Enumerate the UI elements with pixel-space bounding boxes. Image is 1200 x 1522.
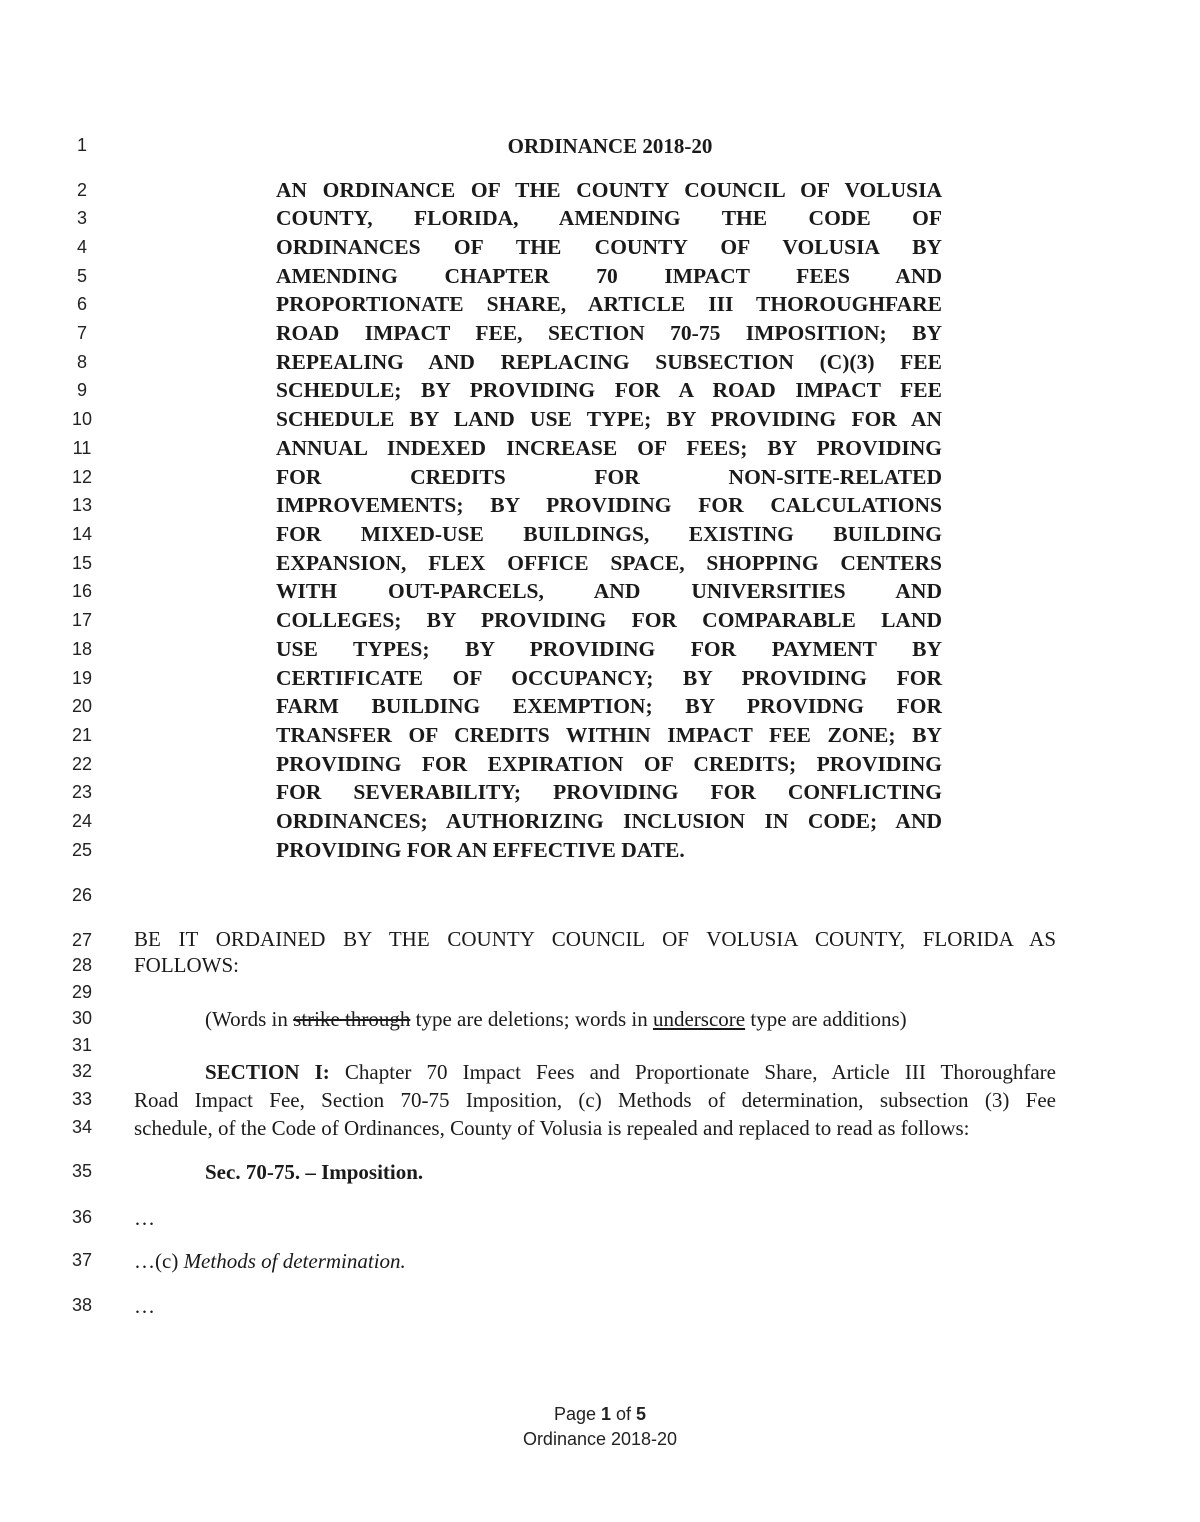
- page-prefix: Page: [553, 1404, 601, 1424]
- line-number: 15: [71, 553, 93, 573]
- line-number: 33: [71, 1089, 93, 1109]
- line-number: 21: [71, 725, 93, 745]
- line-number: 34: [71, 1117, 93, 1137]
- line-number: 25: [71, 840, 93, 860]
- footer-ordinance: Ordinance 2018-20: [522, 1429, 678, 1449]
- caption-line: PROVIDING FOR EXPIRATION OF CREDITS; PROVIDING: [276, 752, 942, 776]
- legend-prefix: (Words in: [205, 1007, 294, 1031]
- caption-line: ORDINANCES; AUTHORIZING INCLUSION IN CODE; AND: [276, 809, 942, 833]
- section-1-line-2: Road Impact Fee, Section 70-75 Imposition, (c) Methods of determination, subsection (3) Fee: [134, 1088, 1056, 1112]
- line-number: 9: [76, 380, 87, 400]
- caption-line: IMPROVEMENTS; BY PROVIDING FOR CALCULATIONS: [276, 493, 942, 517]
- line-number: 22: [71, 754, 93, 774]
- line-number: 26: [71, 885, 93, 905]
- subsection-c-line: [134, 1248, 406, 1274]
- caption-line: FOR SEVERABILITY; PROVIDING FOR CONFLICTING: [276, 780, 942, 804]
- caption-line: AMENDING CHAPTER 70 IMPACT FEES AND: [276, 264, 942, 288]
- caption-line: CERTIFICATE OF OCCUPANCY; BY PROVIDING FOR: [276, 666, 942, 690]
- enacting-clause-line: FOLLOWS:: [134, 953, 239, 977]
- line-number: 4: [76, 237, 87, 257]
- subsection-c-prefix: …(c): [134, 1249, 184, 1273]
- caption-line: SCHEDULE; BY PROVIDING FOR A ROAD IMPACT FEE: [276, 378, 942, 402]
- caption-line: TRANSFER OF CREDITS WITHIN IMPACT FEE ZONE; BY: [276, 723, 942, 747]
- line-number: 19: [71, 668, 93, 688]
- caption-line: COLLEGES; BY PROVIDING FOR COMPARABLE LAND: [276, 608, 942, 632]
- caption-line: EXPANSION, FLEX OFFICE SPACE, SHOPPING CENTERS: [276, 551, 942, 575]
- page-total: 5: [636, 1404, 647, 1424]
- line-number: 24: [71, 811, 93, 831]
- line-number: 3: [76, 208, 87, 228]
- line-number: 10: [71, 409, 93, 429]
- line-number: 35: [71, 1161, 93, 1181]
- section-1-line-1: [205, 1059, 1056, 1085]
- caption-line: FOR MIXED-USE BUILDINGS, EXISTING BUILDING: [276, 522, 942, 546]
- caption-line: AN ORDINANCE OF THE COUNTY COUNCIL OF VOLUSIA: [276, 178, 942, 202]
- section-1-heading: SECTION I:: [205, 1060, 330, 1084]
- line-number: 8: [76, 352, 87, 372]
- enacting-clause-line: BE IT ORDAINED BY THE COUNTY COUNCIL OF VOLUSIA COUNTY, FLORIDA AS: [134, 927, 1056, 951]
- caption-line: ORDINANCES OF THE COUNTY OF VOLUSIA BY: [276, 235, 942, 259]
- page-number: 1: [601, 1404, 612, 1424]
- caption-line: WITH OUT-PARCELS, AND UNIVERSITIES AND: [276, 579, 942, 603]
- line-number: 23: [71, 782, 93, 802]
- line-number: 11: [72, 438, 92, 458]
- caption-line: FOR CREDITS FOR NON-SITE-RELATED: [276, 465, 942, 489]
- line-number: 17: [71, 610, 93, 630]
- line-number: 28: [71, 955, 93, 975]
- legend-suffix: type are additions): [745, 1007, 907, 1031]
- line-number: 12: [71, 467, 93, 487]
- line-number: 27: [71, 930, 93, 950]
- line-number: 36: [71, 1207, 93, 1227]
- line-number: 1: [76, 135, 87, 155]
- section-1-line-3: schedule, of the Code of Ordinances, County of Volusia is repealed and replaced to read as follows:: [134, 1116, 970, 1140]
- caption-line: COUNTY, FLORIDA, AMENDING THE CODE OF: [276, 206, 942, 230]
- line-number: 38: [71, 1295, 93, 1315]
- line-number: 16: [71, 581, 93, 601]
- line-number: 5: [76, 266, 87, 286]
- amendment-legend: [205, 1006, 907, 1032]
- caption-line: ROAD IMPACT FEE, SECTION 70-75 IMPOSITION; BY: [276, 321, 942, 345]
- ellipsis: …: [134, 1206, 155, 1230]
- page-counter: [400, 1402, 800, 1426]
- subsection-c-title: Methods of determination.: [183, 1249, 406, 1273]
- line-number: 2: [76, 180, 87, 200]
- line-number: 6: [76, 294, 87, 314]
- legend-middle: type are deletions; words in: [410, 1007, 653, 1031]
- caption-line: PROPORTIONATE SHARE, ARTICLE III THOROUGHFARE: [276, 292, 942, 316]
- line-number: 31: [71, 1035, 93, 1055]
- section-heading: Sec. 70-75. – Imposition.: [205, 1160, 424, 1184]
- legend-underline-word: underscore: [652, 1007, 746, 1031]
- line-number: 13: [71, 495, 93, 515]
- line-number: 37: [71, 1250, 93, 1270]
- caption-line: FARM BUILDING EXEMPTION; BY PROVIDNG FOR: [276, 694, 942, 718]
- section-1-text: Chapter 70 Impact Fees and Proportionate Share, Article III Thoroughfare: [329, 1060, 1056, 1084]
- line-number: 14: [71, 524, 93, 544]
- line-number: 18: [71, 639, 93, 659]
- caption-line: REPEALING AND REPLACING SUBSECTION (C)(3) FEE: [276, 350, 942, 374]
- legend-strike-word: strike through: [293, 1007, 411, 1031]
- caption-line: SCHEDULE BY LAND USE TYPE; BY PROVIDING FOR AN: [276, 407, 942, 431]
- caption-line: PROVIDING FOR AN EFFECTIVE DATE.: [276, 838, 685, 862]
- page-mid: of: [611, 1404, 637, 1424]
- ordinance-title: ORDINANCE 2018-20: [507, 134, 713, 158]
- line-number: 30: [71, 1008, 93, 1028]
- line-number: 20: [71, 696, 93, 716]
- caption-line: USE TYPES; BY PROVIDING FOR PAYMENT BY: [276, 637, 942, 661]
- line-number: 29: [71, 982, 93, 1002]
- line-number: 32: [71, 1061, 93, 1081]
- line-number: 7: [76, 323, 87, 343]
- caption-line: ANNUAL INDEXED INCREASE OF FEES; BY PROVIDING: [276, 436, 942, 460]
- ellipsis: …: [134, 1294, 155, 1318]
